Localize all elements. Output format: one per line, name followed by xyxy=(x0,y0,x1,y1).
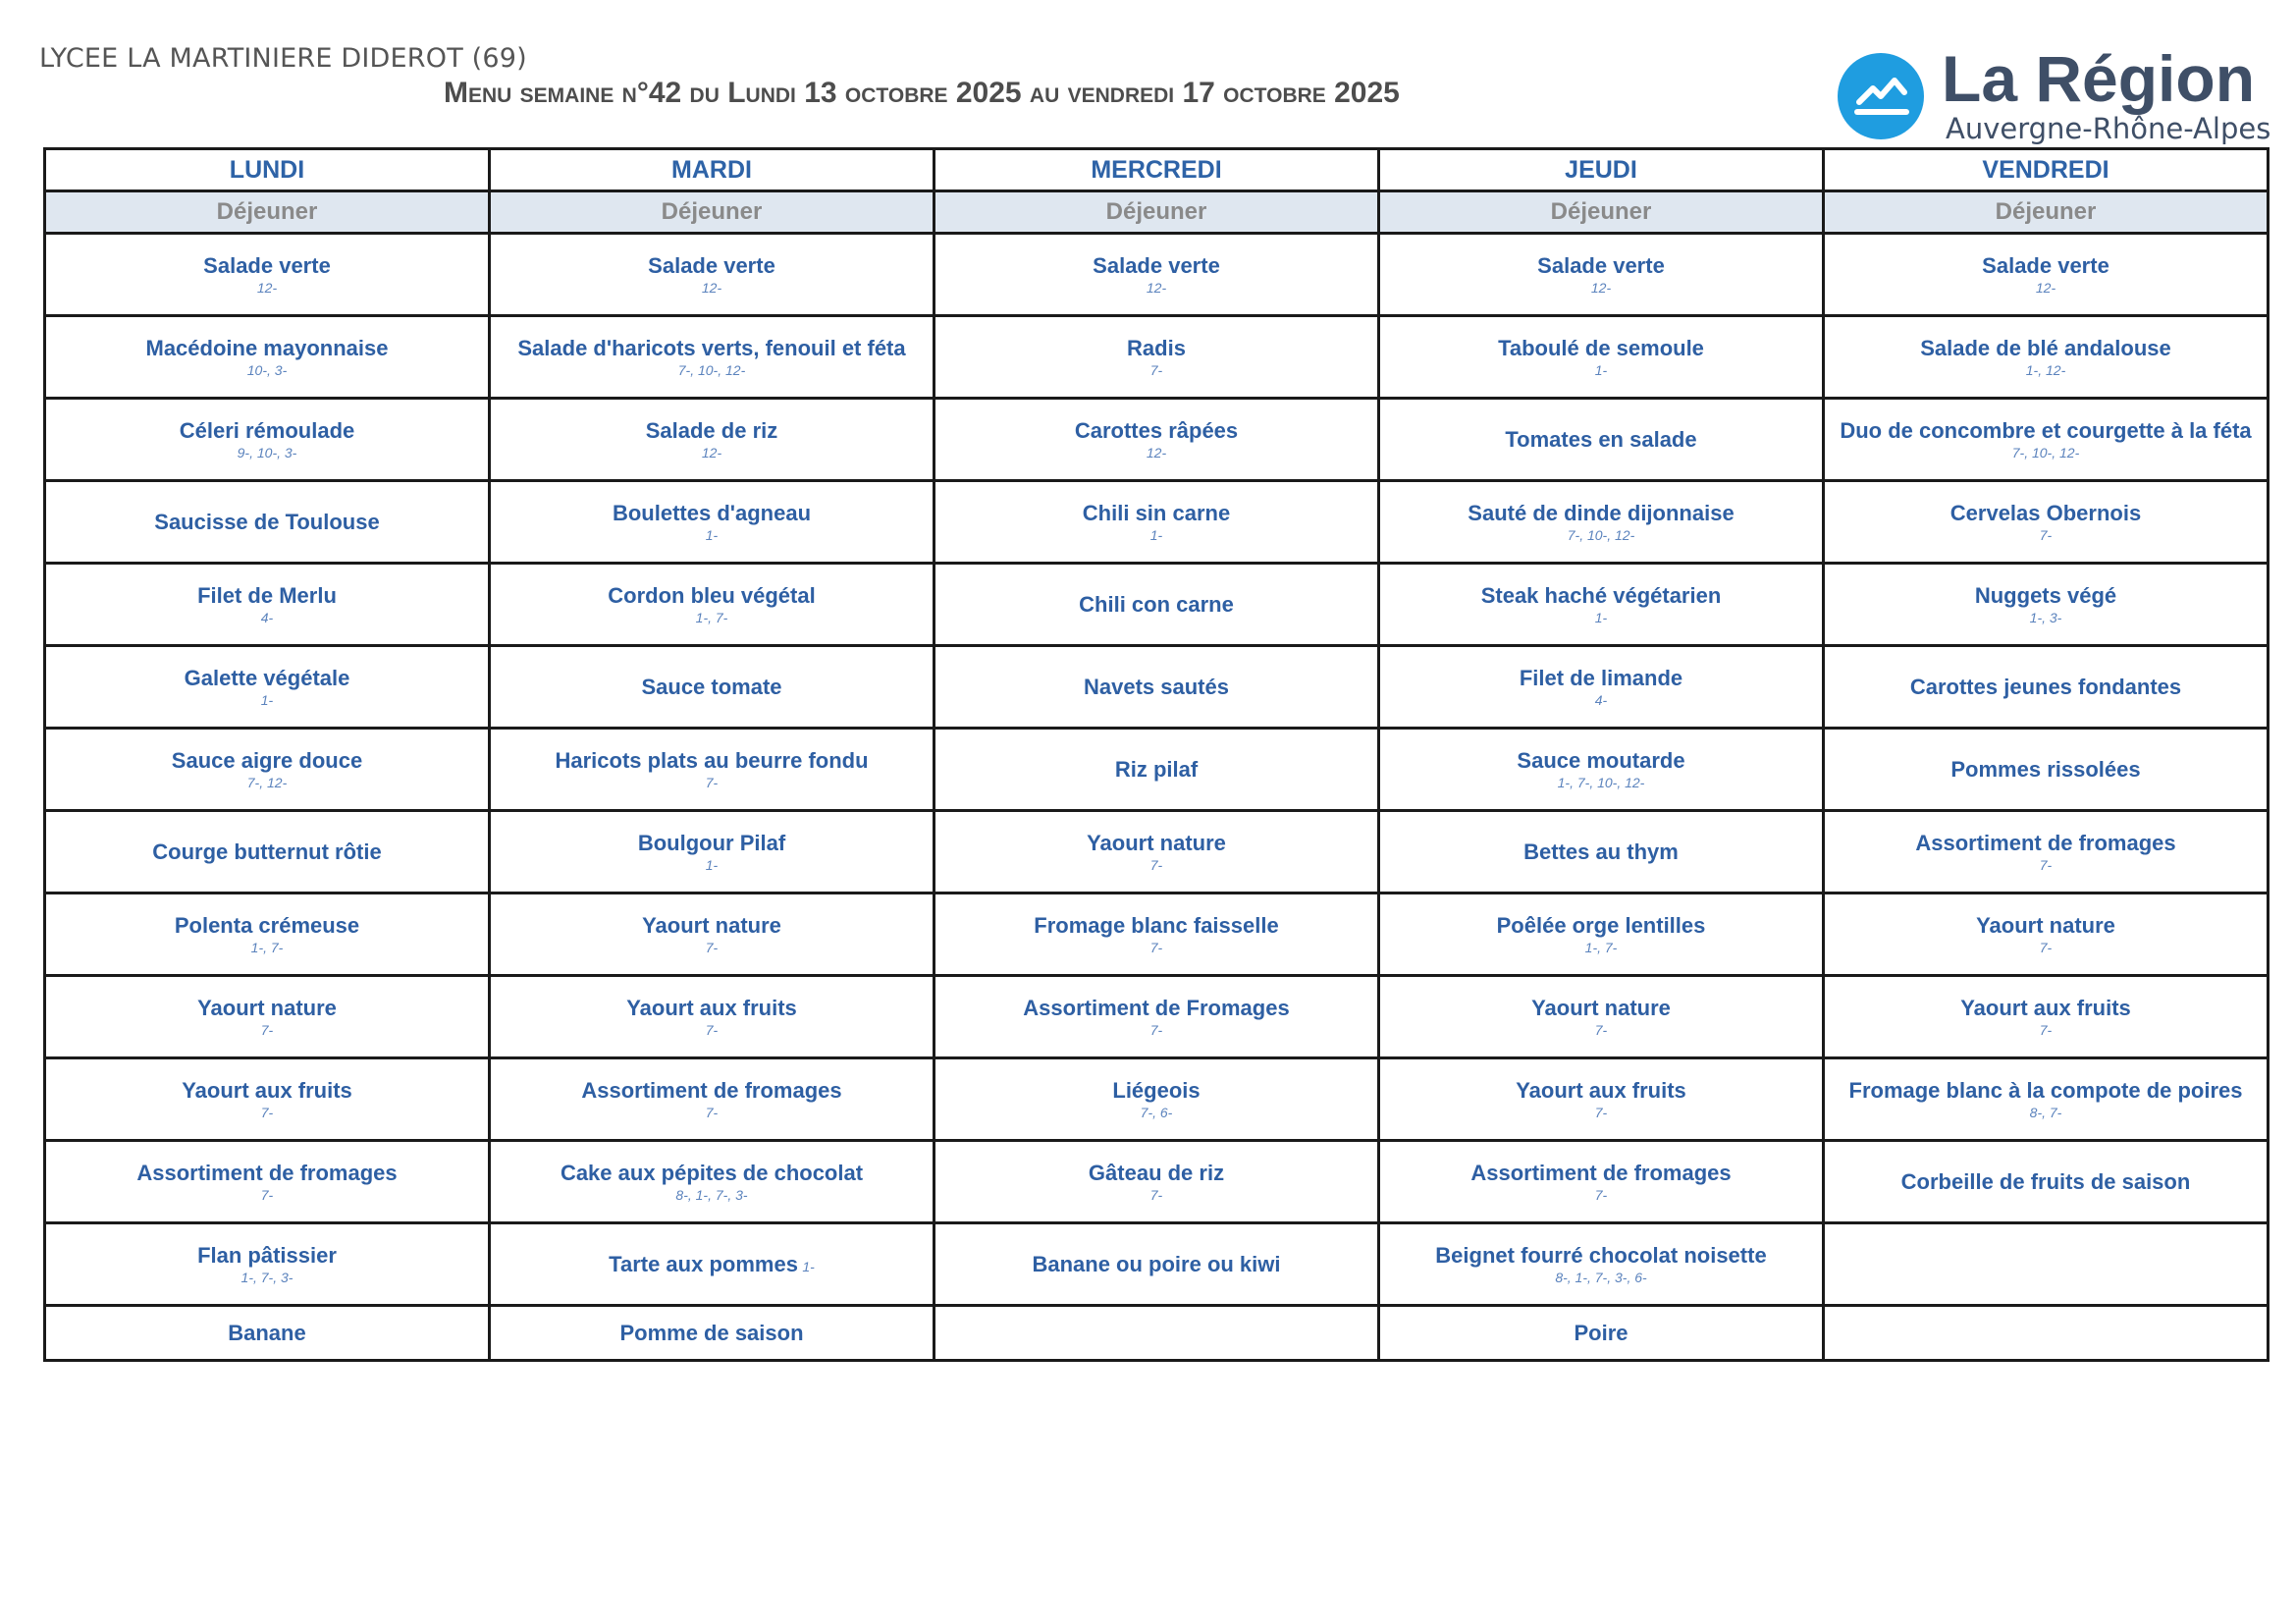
dish-name: Liégeois xyxy=(1112,1077,1201,1103)
dish-name: Nuggets végé xyxy=(1974,582,2117,608)
table-row xyxy=(45,1223,2269,1306)
menu-cell xyxy=(934,1141,1379,1223)
allergen-codes: 1-, 7- xyxy=(695,609,728,625)
dish-name: Poire xyxy=(1574,1320,1629,1345)
allergen-codes: 1- xyxy=(1594,609,1608,625)
allergen-codes: 7- xyxy=(2039,1021,2053,1038)
dish-name: Pomme de saison xyxy=(619,1320,804,1345)
menu-cell xyxy=(490,1141,934,1223)
table-row xyxy=(45,316,2269,399)
table-row xyxy=(45,729,2269,811)
allergen-codes: 1-, 7-, 3- xyxy=(240,1269,294,1285)
dish-name: Yaourt nature xyxy=(197,995,337,1020)
allergen-codes: 7- xyxy=(1149,939,1163,955)
allergen-codes: 12- xyxy=(256,279,278,296)
region-logo-subtitle: Auvergne-Rhône-Alpes xyxy=(1946,112,2271,145)
menu-cell xyxy=(1824,976,2269,1058)
dish-name: Assortiment de fromages xyxy=(136,1160,398,1185)
allergen-codes: 12- xyxy=(1146,279,1167,296)
day-header: MERCREDI xyxy=(934,149,1379,191)
menu-cell xyxy=(934,234,1379,316)
allergen-codes: 7- xyxy=(2039,526,2053,543)
dish-name: Yaourt nature xyxy=(1087,830,1226,855)
dish-name: Carottes râpées xyxy=(1074,417,1239,443)
allergen-codes: 7-, 6- xyxy=(1140,1104,1173,1120)
allergen-codes: 7- xyxy=(1594,1186,1608,1203)
dish-name: Pommes rissolées xyxy=(1950,756,2141,782)
allergen-codes: 1-, 7- xyxy=(1584,939,1618,955)
dish-name: Assortiment de Fromages xyxy=(1023,995,1290,1020)
weekly-menu-table xyxy=(43,147,2269,1362)
menu-cell xyxy=(934,399,1379,481)
allergen-codes: 7- xyxy=(1594,1104,1608,1120)
menu-cell xyxy=(490,481,934,564)
dish-name: Banane xyxy=(228,1320,306,1345)
meal-header-row xyxy=(45,191,2269,234)
allergen-codes: 7-, 10-, 12- xyxy=(2011,444,2080,460)
menu-cell xyxy=(45,481,490,564)
allergen-codes: 1-, 7-, 10-, 12- xyxy=(1557,774,1645,790)
menu-cell xyxy=(1379,1306,1824,1361)
allergen-codes: 1- xyxy=(1594,361,1608,378)
dish-name: Tomates en salade xyxy=(1505,426,1697,452)
dish-name: Boulettes d'agneau xyxy=(612,500,812,525)
menu-cell xyxy=(1379,811,1824,893)
menu-cell xyxy=(1379,1058,1824,1141)
menu-cell xyxy=(45,976,490,1058)
menu-cell xyxy=(934,646,1379,729)
allergen-codes: 1-, 12- xyxy=(2025,361,2066,378)
menu-cell xyxy=(934,1306,1379,1361)
allergen-codes: 7- xyxy=(705,1104,719,1120)
menu-cell xyxy=(934,316,1379,399)
menu-cell xyxy=(934,1223,1379,1306)
region-logo xyxy=(1838,41,2271,149)
allergen-codes: 7-, 12- xyxy=(246,774,288,790)
dish-name: Yaourt aux fruits xyxy=(1516,1077,1686,1103)
allergen-codes: 4- xyxy=(1594,691,1608,708)
menu-cell xyxy=(1824,399,2269,481)
allergen-codes: 7-, 10-, 12- xyxy=(1567,526,1635,543)
dish-name: Cervelas Obernois xyxy=(1949,500,2142,525)
menu-body xyxy=(45,234,2269,1361)
allergen-codes: 7- xyxy=(2039,856,2053,873)
dish-name: Salade de riz xyxy=(645,417,778,443)
allergen-codes: 9-, 10-, 3- xyxy=(237,444,297,460)
table-row xyxy=(45,893,2269,976)
meal-label: Déjeuner xyxy=(490,191,934,234)
allergen-codes: 1- xyxy=(1149,526,1163,543)
allergen-codes: 1- xyxy=(705,856,719,873)
allergen-codes: 7-, 10-, 12- xyxy=(677,361,746,378)
menu-cell xyxy=(490,316,934,399)
dish-name: Flan pâtissier xyxy=(197,1242,337,1268)
menu-title: Menu semaine n°42 du Lundi 13 octobre 2025 au vendredi 17 octobre 2025 xyxy=(444,77,1400,109)
dish-name: Bettes au thym xyxy=(1523,839,1679,864)
menu-cell xyxy=(45,1058,490,1141)
dish-name: Chili con carne xyxy=(1079,591,1234,617)
dish-name: Céleri rémoulade xyxy=(179,417,355,443)
menu-cell xyxy=(1379,893,1824,976)
dish-name: Salade verte xyxy=(1982,252,2109,278)
menu-cell xyxy=(1379,1223,1824,1306)
dish-name: Yaourt aux fruits xyxy=(1960,995,2131,1020)
dish-name: Duo de concombre et courgette à la féta xyxy=(1840,417,2252,443)
dish-name: Polenta crémeuse xyxy=(174,912,360,938)
allergen-codes: 1- xyxy=(705,526,719,543)
menu-cell xyxy=(934,1058,1379,1141)
day-header: VENDREDI xyxy=(1824,149,2269,191)
menu-cell xyxy=(490,234,934,316)
allergen-codes: 7- xyxy=(1149,1186,1163,1203)
menu-cell xyxy=(1824,893,2269,976)
dish-name: Filet de limande xyxy=(1519,665,1683,690)
allergen-codes: 1- xyxy=(260,691,274,708)
dish-name: Macédoine mayonnaise xyxy=(145,335,389,360)
allergen-codes: 1-, 3- xyxy=(2029,609,2062,625)
dish-name: Chili sin carne xyxy=(1082,500,1231,525)
menu-cell xyxy=(490,399,934,481)
allergen-codes: 12- xyxy=(701,279,722,296)
dish-name: Salade d'haricots verts, fenouil et féta xyxy=(517,335,906,360)
menu-cell xyxy=(1824,234,2269,316)
meal-label: Déjeuner xyxy=(934,191,1379,234)
allergen-codes: 12- xyxy=(2035,279,2056,296)
dish-name: Yaourt aux fruits xyxy=(182,1077,352,1103)
allergen-codes: 12- xyxy=(1590,279,1612,296)
menu-cell xyxy=(490,564,934,646)
dish-name: Taboulé de semoule xyxy=(1498,335,1704,360)
dish-name: Carottes jeunes fondantes xyxy=(1909,674,2182,699)
menu-cell xyxy=(490,1306,934,1361)
dish-name: Salade verte xyxy=(1093,252,1220,278)
dish-name: Courge butternut rôtie xyxy=(152,839,382,864)
day-header: MARDI xyxy=(490,149,934,191)
allergen-codes: 7- xyxy=(260,1104,274,1120)
allergen-codes: 12- xyxy=(1146,444,1167,460)
table-row xyxy=(45,1306,2269,1361)
day-header: LUNDI xyxy=(45,149,490,191)
allergen-codes: 10-, 3- xyxy=(246,361,288,378)
menu-cell xyxy=(490,976,934,1058)
menu-cell xyxy=(45,729,490,811)
menu-cell xyxy=(1379,316,1824,399)
menu-cell xyxy=(1824,729,2269,811)
allergen-codes: 1- xyxy=(802,1258,815,1274)
menu-cell xyxy=(1379,481,1824,564)
menu-cell xyxy=(45,646,490,729)
allergen-codes: 8-, 7- xyxy=(2029,1104,2062,1120)
day-header-row xyxy=(45,149,2269,191)
dish-name: Sauce moutarde xyxy=(1517,747,1685,773)
dish-name: Filet de Merlu xyxy=(197,582,337,608)
dish-name: Yaourt nature xyxy=(1976,912,2115,938)
dish-name: Fromage blanc à la compote de poires xyxy=(1848,1077,2243,1103)
menu-cell xyxy=(45,1306,490,1361)
dish-name: Beignet fourré chocolat noisette xyxy=(1435,1242,1767,1268)
menu-cell xyxy=(1824,1223,2269,1306)
dish-name: Assortiment de fromages xyxy=(1915,830,2176,855)
dish-name: Assortiment de fromages xyxy=(1470,1160,1732,1185)
dish-name: Haricots plats au beurre fondu xyxy=(555,747,869,773)
allergen-codes: 7- xyxy=(260,1186,274,1203)
menu-cell xyxy=(1824,1306,2269,1361)
menu-cell xyxy=(490,811,934,893)
menu-cell xyxy=(934,976,1379,1058)
dish-name: Yaourt nature xyxy=(642,912,781,938)
allergen-codes: 7- xyxy=(705,774,719,790)
table-row xyxy=(45,564,2269,646)
region-logo-icon xyxy=(1838,53,1924,139)
dish-name: Yaourt aux fruits xyxy=(626,995,797,1020)
menu-cell xyxy=(1824,1141,2269,1223)
school-name: LYCEE LA MARTINIERE DIDEROT (69) xyxy=(39,43,527,74)
dish-name: Galette végétale xyxy=(184,665,350,690)
dish-name: Riz pilaf xyxy=(1114,756,1199,782)
day-header: JEUDI xyxy=(1379,149,1824,191)
menu-cell xyxy=(1379,234,1824,316)
menu-cell xyxy=(1379,976,1824,1058)
menu-cell xyxy=(934,811,1379,893)
menu-cell xyxy=(934,729,1379,811)
dish-name: Salade verte xyxy=(1537,252,1665,278)
dish-name: Sauté de dinde dijonnaise xyxy=(1468,500,1735,525)
dish-name: Tarte aux pommes xyxy=(609,1251,798,1276)
menu-cell xyxy=(1824,811,2269,893)
dish-name: Radis xyxy=(1127,335,1186,360)
dish-name: Banane ou poire ou kiwi xyxy=(1032,1251,1281,1276)
dish-name: Salade verte xyxy=(648,252,775,278)
menu-cell xyxy=(1824,564,2269,646)
menu-cell xyxy=(45,234,490,316)
allergen-codes: 7- xyxy=(705,1021,719,1038)
allergen-codes: 7- xyxy=(260,1021,274,1038)
dish-name: Boulgour Pilaf xyxy=(637,830,786,855)
table-row xyxy=(45,234,2269,316)
dish-name: Salade verte xyxy=(203,252,331,278)
table-row xyxy=(45,976,2269,1058)
menu-cell xyxy=(45,1141,490,1223)
dish-name: Corbeille de fruits de saison xyxy=(1900,1168,2191,1194)
allergen-codes: 8-, 1-, 7-, 3-, 6- xyxy=(1555,1269,1647,1285)
menu-cell xyxy=(934,481,1379,564)
allergen-codes: 12- xyxy=(701,444,722,460)
menu-cell xyxy=(1379,729,1824,811)
menu-cell xyxy=(45,399,490,481)
allergen-codes: 7- xyxy=(705,939,719,955)
menu-cell xyxy=(45,811,490,893)
dish-name: Sauce tomate xyxy=(641,674,782,699)
menu-cell xyxy=(490,1223,934,1306)
dish-name: Cordon bleu végétal xyxy=(608,582,816,608)
meal-label: Déjeuner xyxy=(45,191,490,234)
menu-cell xyxy=(490,646,934,729)
table-row xyxy=(45,1141,2269,1223)
table-row xyxy=(45,399,2269,481)
menu-cell xyxy=(45,1223,490,1306)
allergen-codes: 8-, 1-, 7-, 3- xyxy=(675,1186,748,1203)
dish-name: Assortiment de fromages xyxy=(581,1077,842,1103)
menu-cell xyxy=(45,893,490,976)
dish-name: Steak haché végétarien xyxy=(1480,582,1722,608)
meal-label: Déjeuner xyxy=(1824,191,2269,234)
region-logo-name: La Région xyxy=(1942,42,2256,115)
table-row xyxy=(45,481,2269,564)
dish-name: Gâteau de riz xyxy=(1088,1160,1225,1185)
allergen-codes: 7- xyxy=(1149,361,1163,378)
dish-name: Fromage blanc faisselle xyxy=(1034,912,1279,938)
dish-name: Salade de blé andalouse xyxy=(1920,335,2171,360)
menu-cell xyxy=(1379,1141,1824,1223)
menu-cell xyxy=(490,893,934,976)
allergen-codes: 7- xyxy=(1149,856,1163,873)
table-row xyxy=(45,1058,2269,1141)
menu-cell xyxy=(45,564,490,646)
dish-name: Cake aux pépites de chocolat xyxy=(560,1160,864,1185)
menu-cell xyxy=(1379,646,1824,729)
menu-cell xyxy=(1824,646,2269,729)
menu-cell xyxy=(1824,1058,2269,1141)
menu-cell xyxy=(1379,564,1824,646)
dish-name: Sauce aigre douce xyxy=(171,747,363,773)
allergen-codes: 7- xyxy=(1594,1021,1608,1038)
menu-cell xyxy=(1379,399,1824,481)
table-row xyxy=(45,646,2269,729)
dish-name: Poêlée orge lentilles xyxy=(1496,912,1706,938)
dish-name: Yaourt nature xyxy=(1531,995,1671,1020)
allergen-codes: 7- xyxy=(1149,1021,1163,1038)
allergen-codes: 7- xyxy=(2039,939,2053,955)
dish-name: Navets sautés xyxy=(1084,674,1229,699)
dish-name: Saucisse de Toulouse xyxy=(154,509,380,534)
menu-cell xyxy=(490,729,934,811)
menu-cell xyxy=(490,1058,934,1141)
table-row xyxy=(45,811,2269,893)
menu-cell xyxy=(45,316,490,399)
allergen-codes: 4- xyxy=(260,609,274,625)
allergen-codes: 1-, 7- xyxy=(250,939,284,955)
menu-cell xyxy=(1824,481,2269,564)
menu-cell xyxy=(934,564,1379,646)
menu-cell xyxy=(934,893,1379,976)
menu-cell xyxy=(1824,316,2269,399)
meal-label: Déjeuner xyxy=(1379,191,1824,234)
